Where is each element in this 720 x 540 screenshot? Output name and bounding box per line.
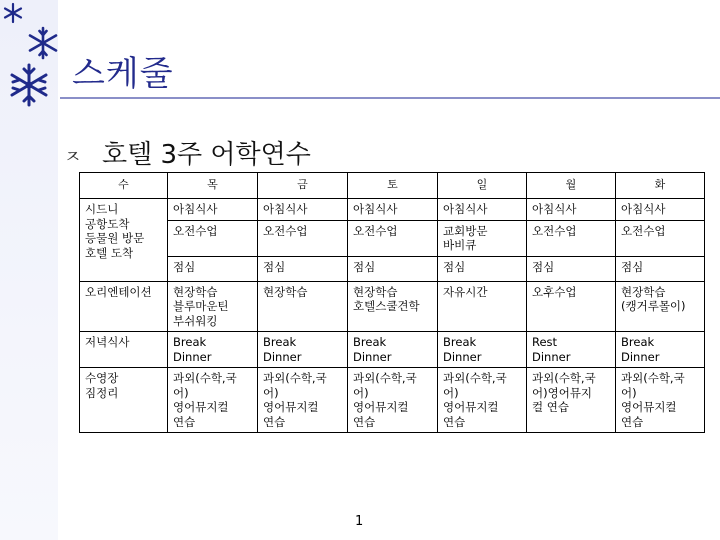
table-row — [80, 368, 705, 433]
table-cell: 오전수업 — [616, 220, 705, 256]
table-cell: 아침식사 — [527, 199, 616, 221]
table-row — [80, 281, 705, 332]
header-cell: 월 — [527, 173, 616, 199]
slide-title: 스케줄 — [72, 54, 174, 94]
table-cell: 아침식사 — [348, 199, 438, 221]
header-cell: 토 — [348, 173, 438, 199]
table-row — [80, 220, 705, 256]
page-number: 1 — [355, 514, 364, 529]
table-cell: 아침식사 — [168, 199, 258, 221]
table-row — [80, 332, 705, 368]
table-cell: 아침식사 — [616, 199, 705, 221]
snowflake-icon — [6, 62, 52, 108]
table-cell: 오전수업 — [168, 220, 258, 256]
table-cell: Break Dinner — [258, 332, 348, 368]
table-cell: 과외(수학,국 어) 영어뮤지컬 연습 — [438, 368, 527, 433]
table-cell: 교회방문 바비큐 — [438, 220, 527, 256]
table-cell: 과외(수학,국 어)영어뮤지 컬 연습 — [527, 368, 616, 433]
table-cell: 과외(수학,국 어) 영어뮤지컬 연습 — [348, 368, 438, 433]
table-row — [80, 256, 705, 281]
header-cell: 수 — [80, 173, 168, 199]
table-row — [80, 199, 705, 221]
header-cell: 화 — [616, 173, 705, 199]
table-cell: 오후수업 — [527, 281, 616, 332]
table-cell: Break Dinner — [438, 332, 527, 368]
schedule-table — [79, 172, 705, 433]
table-cell: 과외(수학,국 어) 영어뮤지컬 연습 — [616, 368, 705, 433]
table-cell: 수영장 짐정리 — [80, 368, 168, 433]
title-divider — [60, 97, 720, 99]
table-cell: 오전수업 — [348, 220, 438, 256]
snowflake-icon — [26, 26, 60, 60]
header-cell: 일 — [438, 173, 527, 199]
table-cell: Rest Dinner — [527, 332, 616, 368]
header-cell: 목 — [168, 173, 258, 199]
table-cell: 점심 — [438, 256, 527, 281]
table-cell: 과외(수학,국 어) 영어뮤지컬 연습 — [168, 368, 258, 433]
table-cell: Break Dinner — [168, 332, 258, 368]
table-cell: 자유시간 — [438, 281, 527, 332]
table-cell: 과외(수학,국 어) 영어뮤지컬 연습 — [258, 368, 348, 433]
table-cell: 점심 — [258, 256, 348, 281]
slide-subtitle: 호텔 3주 어학연수 — [102, 140, 311, 170]
table-cell: 오리엔테이션 — [80, 281, 168, 332]
table-header-row — [80, 173, 705, 199]
table-cell: 점심 — [168, 256, 258, 281]
table-cell: 점심 — [348, 256, 438, 281]
table-cell: 아침식사 — [438, 199, 527, 221]
table-cell: 오전수업 — [527, 220, 616, 256]
table-cell: 저녁식사 — [80, 332, 168, 368]
table-cell: 현장학습 — [258, 281, 348, 332]
table-cell: 현장학습 블루마운틴 부쉬워킹 — [168, 281, 258, 332]
table-cell: 점심 — [527, 256, 616, 281]
table-cell: 현장학습 호텔스쿨견학 — [348, 281, 438, 332]
table-cell: Break Dinner — [348, 332, 438, 368]
bullet-icon: ㅈ — [64, 147, 82, 168]
table-cell: 오전수업 — [258, 220, 348, 256]
header-cell: 금 — [258, 173, 348, 199]
table-cell: 시드니 공항도착 등물원 방문 호텔 도착 — [80, 199, 168, 282]
table-cell: 아침식사 — [258, 199, 348, 221]
table-cell: 점심 — [616, 256, 705, 281]
table-cell: 현장학습 (캥거루몰이) — [616, 281, 705, 332]
table-cell: Break Dinner — [616, 332, 705, 368]
snowflake-icon — [2, 2, 24, 24]
